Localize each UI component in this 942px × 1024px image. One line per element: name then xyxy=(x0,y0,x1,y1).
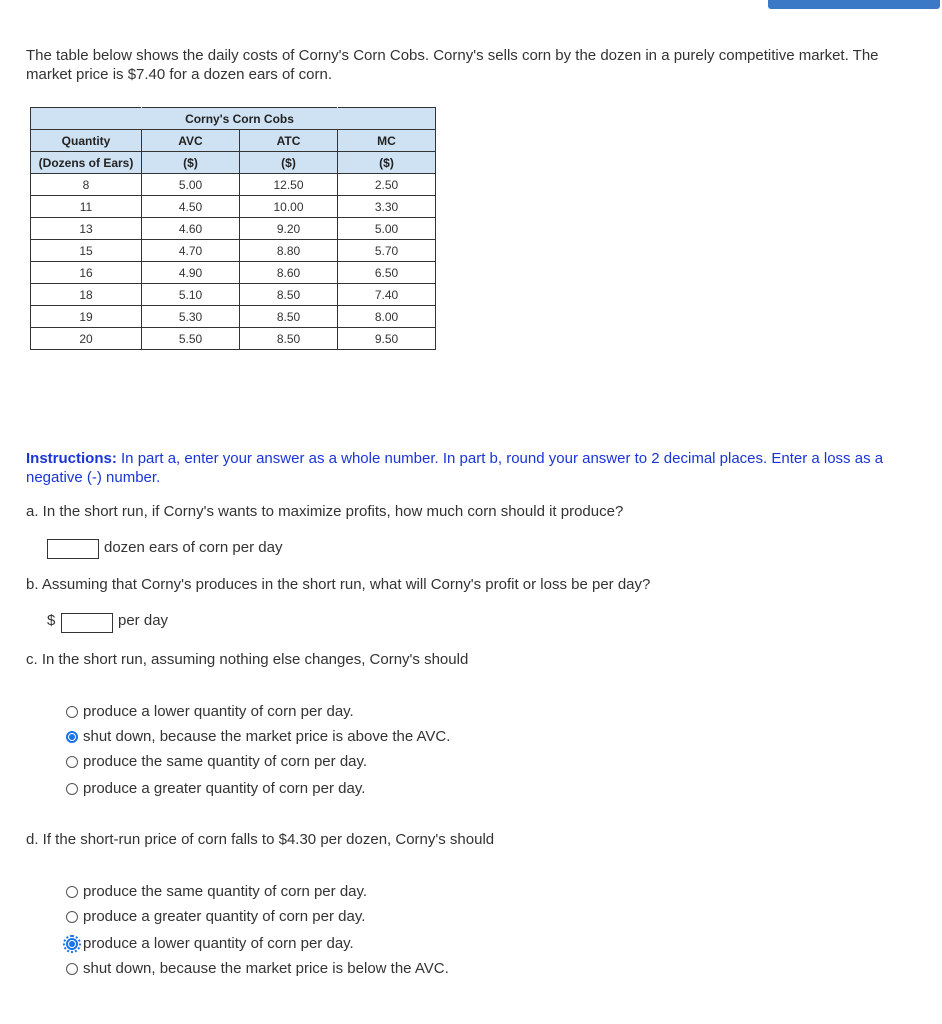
part-d-option[interactable] xyxy=(66,960,449,977)
table-cell: 15 xyxy=(31,240,142,262)
table-row xyxy=(31,284,436,306)
table-row xyxy=(31,240,436,262)
table-cell: 5.10 xyxy=(142,284,240,306)
radio-selected-icon[interactable] xyxy=(66,938,78,950)
header-avc: AVC xyxy=(142,130,240,152)
radio-empty-icon[interactable] xyxy=(66,963,78,975)
table-cell: 4.50 xyxy=(142,196,240,218)
table-cell: 8.50 xyxy=(240,328,338,350)
unit-atc: ($) xyxy=(240,152,338,174)
table-cell: 2.50 xyxy=(338,174,436,196)
table-row xyxy=(31,262,436,284)
table-row xyxy=(31,328,436,350)
table-cell: 8 xyxy=(31,174,142,196)
table-cell: 16 xyxy=(31,262,142,284)
cost-table xyxy=(30,107,436,350)
table-row xyxy=(31,174,436,196)
part-d-option[interactable] xyxy=(66,883,367,900)
part-c-option[interactable] xyxy=(66,703,354,720)
table-cell: 9.20 xyxy=(240,218,338,240)
part-b-answer-input[interactable] xyxy=(61,613,113,633)
table-cell: 4.60 xyxy=(142,218,240,240)
radio-empty-icon[interactable] xyxy=(66,706,78,718)
cost-table-container xyxy=(30,107,436,350)
part-b-question: b. Assuming that Corny's produces in the short run, what will Corny's profit or loss be per day? xyxy=(26,576,651,593)
header-quantity: Quantity xyxy=(31,130,142,152)
instructions-label: Instructions: xyxy=(26,450,117,467)
unit-quantity: (Dozens of Ears) xyxy=(31,152,142,174)
option-label: produce a greater quantity of corn per day. xyxy=(83,780,366,797)
part-b-unit-label: per day xyxy=(118,612,169,629)
table-title: Corny's Corn Cobs xyxy=(142,108,338,130)
part-c-question: c. In the short run, assuming nothing else changes, Corny's should xyxy=(26,651,469,668)
table-title-spacer xyxy=(31,108,142,130)
table-cell: 9.50 xyxy=(338,328,436,350)
unit-mc: ($) xyxy=(338,152,436,174)
table-title-spacer-2 xyxy=(338,108,436,130)
table-cell: 12.50 xyxy=(240,174,338,196)
table-cell: 10.00 xyxy=(240,196,338,218)
table-cell: 11 xyxy=(31,196,142,218)
table-cell: 5.70 xyxy=(338,240,436,262)
radio-empty-icon[interactable] xyxy=(66,886,78,898)
table-cell: 6.50 xyxy=(338,262,436,284)
header-atc: ATC xyxy=(240,130,338,152)
table-cell: 3.30 xyxy=(338,196,436,218)
table-row xyxy=(31,196,436,218)
table-cell: 8.00 xyxy=(338,306,436,328)
part-c-option[interactable] xyxy=(66,780,365,797)
part-d-option[interactable] xyxy=(66,908,365,925)
part-a-unit-label: dozen ears of corn per day xyxy=(104,539,283,556)
option-label: produce a lower quantity of corn per day. xyxy=(83,935,354,952)
table-cell: 19 xyxy=(31,306,142,328)
option-label: produce a greater quantity of corn per day. xyxy=(83,908,366,925)
table-cell: 7.40 xyxy=(338,284,436,306)
table-cell: 5.00 xyxy=(142,174,240,196)
radio-empty-icon[interactable] xyxy=(66,756,78,768)
option-label: produce the same quantity of corn per day. xyxy=(83,883,368,900)
instructions xyxy=(26,449,926,487)
option-label: produce the same quantity of corn per day. xyxy=(83,753,368,770)
radio-selected-icon[interactable] xyxy=(66,731,78,743)
table-cell: 8.50 xyxy=(240,284,338,306)
table-cell: 8.50 xyxy=(240,306,338,328)
part-c-option[interactable] xyxy=(66,728,450,745)
table-cell: 20 xyxy=(31,328,142,350)
table-cell: 4.90 xyxy=(142,262,240,284)
part-a-question: a. In the short run, if Corny's wants to maximize profits, how much corn should it produce? xyxy=(26,503,624,520)
table-cell: 18 xyxy=(31,284,142,306)
table-body xyxy=(31,174,436,350)
part-c-option[interactable] xyxy=(66,753,367,770)
part-b-dollar-sign: $ xyxy=(47,612,56,629)
table-cell: 8.60 xyxy=(240,262,338,284)
table-cell: 5.50 xyxy=(142,328,240,350)
top-action-button[interactable] xyxy=(768,0,940,9)
unit-avc: ($) xyxy=(142,152,240,174)
option-label: produce a lower quantity of corn per day. xyxy=(83,703,354,720)
instructions-text: In part a, enter your answer as a whole number. In part b, round your answer to 2 decimal places. Enter a loss as a negative (-) number. xyxy=(26,450,884,486)
table-cell: 8.80 xyxy=(240,240,338,262)
option-label: shut down, because the market price is above the AVC. xyxy=(83,728,451,745)
part-a-answer-input[interactable] xyxy=(47,539,99,559)
radio-empty-icon[interactable] xyxy=(66,783,78,795)
header-mc: MC xyxy=(338,130,436,152)
part-d-question: d. If the short-run price of corn falls to $4.30 per dozen, Corny's should xyxy=(26,831,495,848)
table-row xyxy=(31,306,436,328)
table-row xyxy=(31,218,436,240)
intro-text: The table below shows the daily costs of Corny's Corn Cobs. Corny's sells corn by the dozen in a purely competitive market. The market price is $7.40 for a dozen ears of corn. xyxy=(26,47,879,83)
table-cell: 13 xyxy=(31,218,142,240)
table-cell: 5.30 xyxy=(142,306,240,328)
option-label: shut down, because the market price is below the AVC. xyxy=(83,960,449,977)
table-cell: 4.70 xyxy=(142,240,240,262)
part-d-option[interactable] xyxy=(66,935,354,952)
table-cell: 5.00 xyxy=(338,218,436,240)
radio-empty-icon[interactable] xyxy=(66,911,78,923)
